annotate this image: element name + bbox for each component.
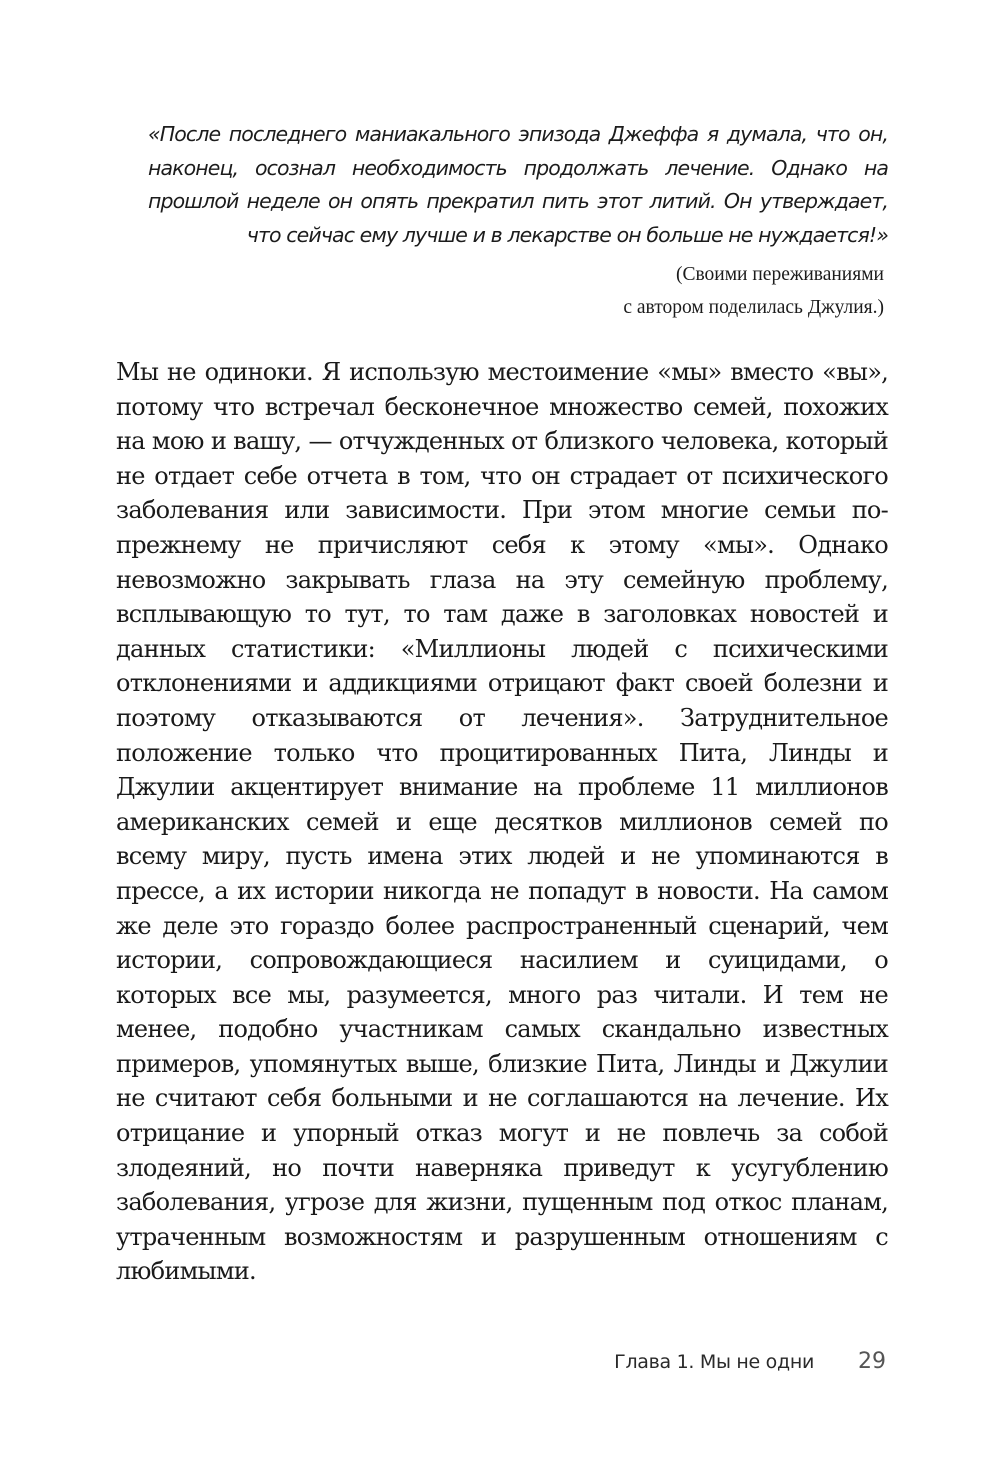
epigraph-quote: «После последнего маниакального эпизода Джеффа я думала, что он, наконец, осознал необходимость продолжать лечение. Однако на прошлой неделе он опять прекратил пить этот литий. Он утверждает, что сейчас ему лучше и в лекарстве он больше не нуждается!» [148, 122, 888, 247]
attribution-line-2: с автором поделилась Джулия.) [623, 297, 884, 318]
epigraph-attribution [384, 258, 884, 324]
page-number: 29 [858, 1349, 886, 1374]
attribution-line-1: (Своими переживаниями [675, 264, 884, 285]
body-paragraph: Мы не одиноки. Я использую местоимение «мы» вместо «вы», потому что встречал бесконечное множество семей, похожих на мою и вашу, — отчужденных от близкого человека, который не отдает себе отчета в том, что он страдает от психического заболевания или зависимости. При этом многие семьи по-прежнему не причисляют себя к этому «мы». Однако невозможно закрывать глаза на эту семейную проблему, всплывающую то тут, то там даже в заголовках новостей и данных статистики: «Миллионы людей с психическими отклонениями и аддикциями отрицают факт своей болезни и поэтому отказываются от лечения». Затруднительное положение только что процитированных Пита, Линды и Джулии акцентирует внимание на проблеме 11 миллионов американских семей и еще десятков миллионов семей по всему миру, пусть имена этих людей и не упоминаются в прессе, а их истории никогда не попадут в новости. На самом же деле это гораздо более распространенный сценарий, чем истории, сопровождающиеся насилием и суицидами, о которых все мы, разумеется, много раз читали. И тем не менее, подобно участникам самых скандально известных примеров, упомянутых выше, близкие Пита, Линды и Джулии не считают себя больными и не соглашаются на лечение. Их отрицание и упорный отказ могут и не повлечь за собой злодеяний, но почти наверняка приведут к усугублению заболевания, угрозе для жизни, пущенным под откос планам, утраченным возможностям и разрушенным отношениям с любимыми. [116, 358, 888, 1286]
running-chapter-title: Глава 1. Мы не одни [614, 1351, 814, 1373]
page-footer [614, 1349, 886, 1374]
